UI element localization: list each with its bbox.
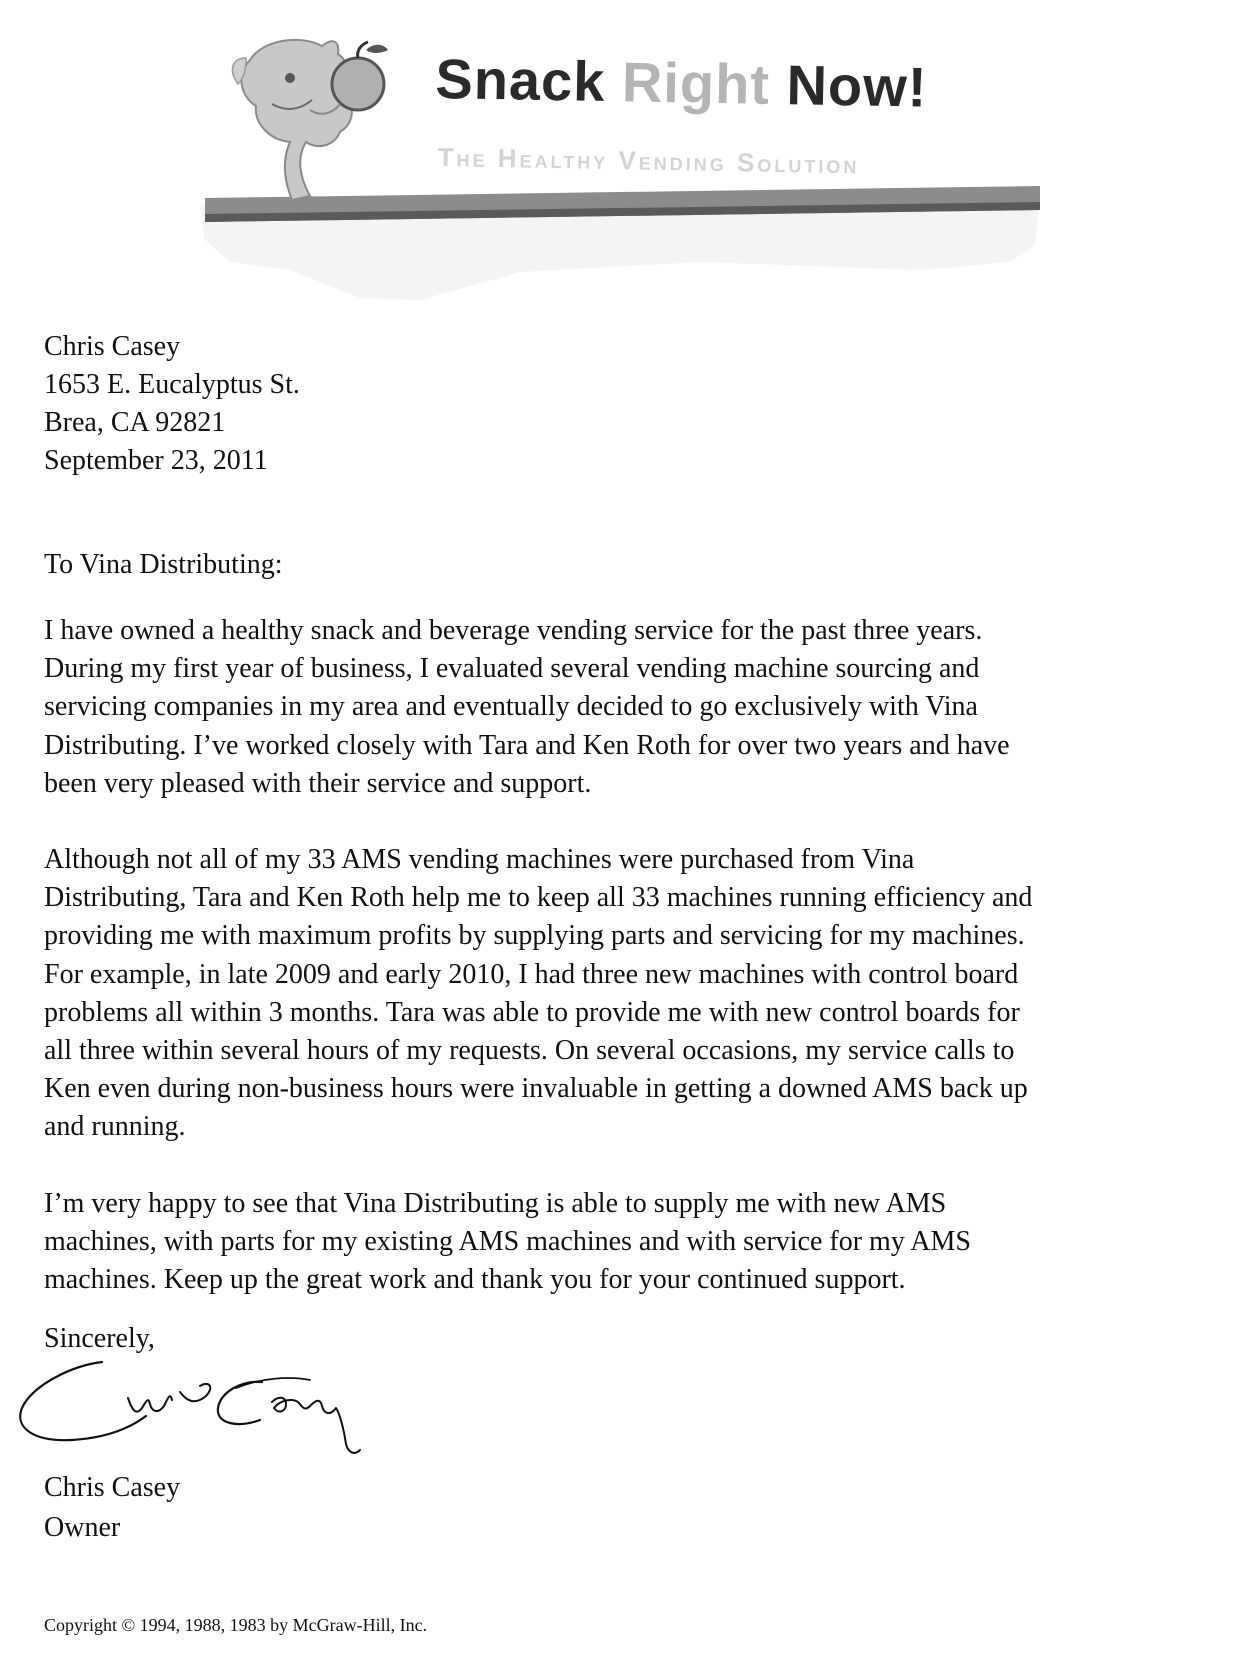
handwritten-signature xyxy=(10,1350,470,1460)
paragraph-3 xyxy=(44,1185,1219,1300)
body-line: I have owned a healthy snack and beverage vending service for the past three years. xyxy=(44,615,983,646)
closing: Sincerely, xyxy=(44,1323,155,1354)
body-line: Although not all of my 33 AMS vending machines were purchased from Vina xyxy=(44,844,915,876)
brand-tagline: The Healthy Vending Solution xyxy=(437,142,860,180)
signer-name: Chris Casey xyxy=(44,1472,181,1503)
body-line: Distributing. I’ve worked closely with Tara and Ken Roth for over two years and have xyxy=(44,729,1010,761)
brand-word-now: Now! xyxy=(786,53,928,119)
body-line: I’m very happy to see that Vina Distributing is able to supply me with new AMS xyxy=(44,1187,947,1219)
paragraph-2 xyxy=(44,841,1219,1147)
letter-date: September 23, 2011 xyxy=(44,445,268,476)
copyright-notice: Copyright © 1994, 1988, 1983 by McGraw-Hill, Inc. xyxy=(44,1615,428,1635)
body-line: For example, in late 2009 and early 2010, I had three new machines with control board xyxy=(44,958,1019,990)
signer-block xyxy=(44,1468,180,1548)
body-line: all three within several hours of my requests. On several occasions, my service calls to xyxy=(44,1035,1015,1067)
body-line: servicing companies in my area and eventually decided to go exclusively with Vina xyxy=(44,691,978,723)
body-line: machines. Keep up the great work and thank you for your continued support. xyxy=(44,1264,906,1296)
brand-word-right: Right xyxy=(621,50,771,116)
brand-title xyxy=(435,46,928,120)
paragraph-1 xyxy=(44,612,1219,803)
letter-body xyxy=(44,612,1219,1337)
mascot-with-apple-icon xyxy=(232,40,388,200)
brand-word-snack: Snack xyxy=(434,46,606,113)
sender-address-block xyxy=(44,328,300,480)
body-line: machines, with parts for my existing AMS machines and with service for my AMS xyxy=(44,1225,971,1257)
body-line: During my first year of business, I evaluated several vending machine sourcing and xyxy=(44,653,980,685)
signer-title: Owner xyxy=(44,1512,121,1543)
body-line: been very pleased with their service and support. xyxy=(44,767,592,799)
salutation: To Vina Distributing: xyxy=(44,549,283,580)
body-line: Ken even during non-business hours were invaluable in getting a downed AMS back up xyxy=(44,1073,1028,1105)
body-line: providing me with maximum profits by supplying parts and servicing for my machines. xyxy=(44,920,1025,952)
body-line: and running. xyxy=(44,1111,186,1143)
body-line: problems all within 3 months. Tara was able to provide me with new control boards for xyxy=(44,996,1020,1028)
letterhead xyxy=(0,0,1260,330)
sender-city: Brea, CA 92821 xyxy=(44,407,226,438)
sender-name: Chris Casey xyxy=(44,331,181,362)
body-line: Distributing, Tara and Ken Roth help me to keep all 33 machines running efficiency and xyxy=(44,882,1033,914)
sender-street: 1653 E. Eucalyptus St. xyxy=(44,369,300,400)
